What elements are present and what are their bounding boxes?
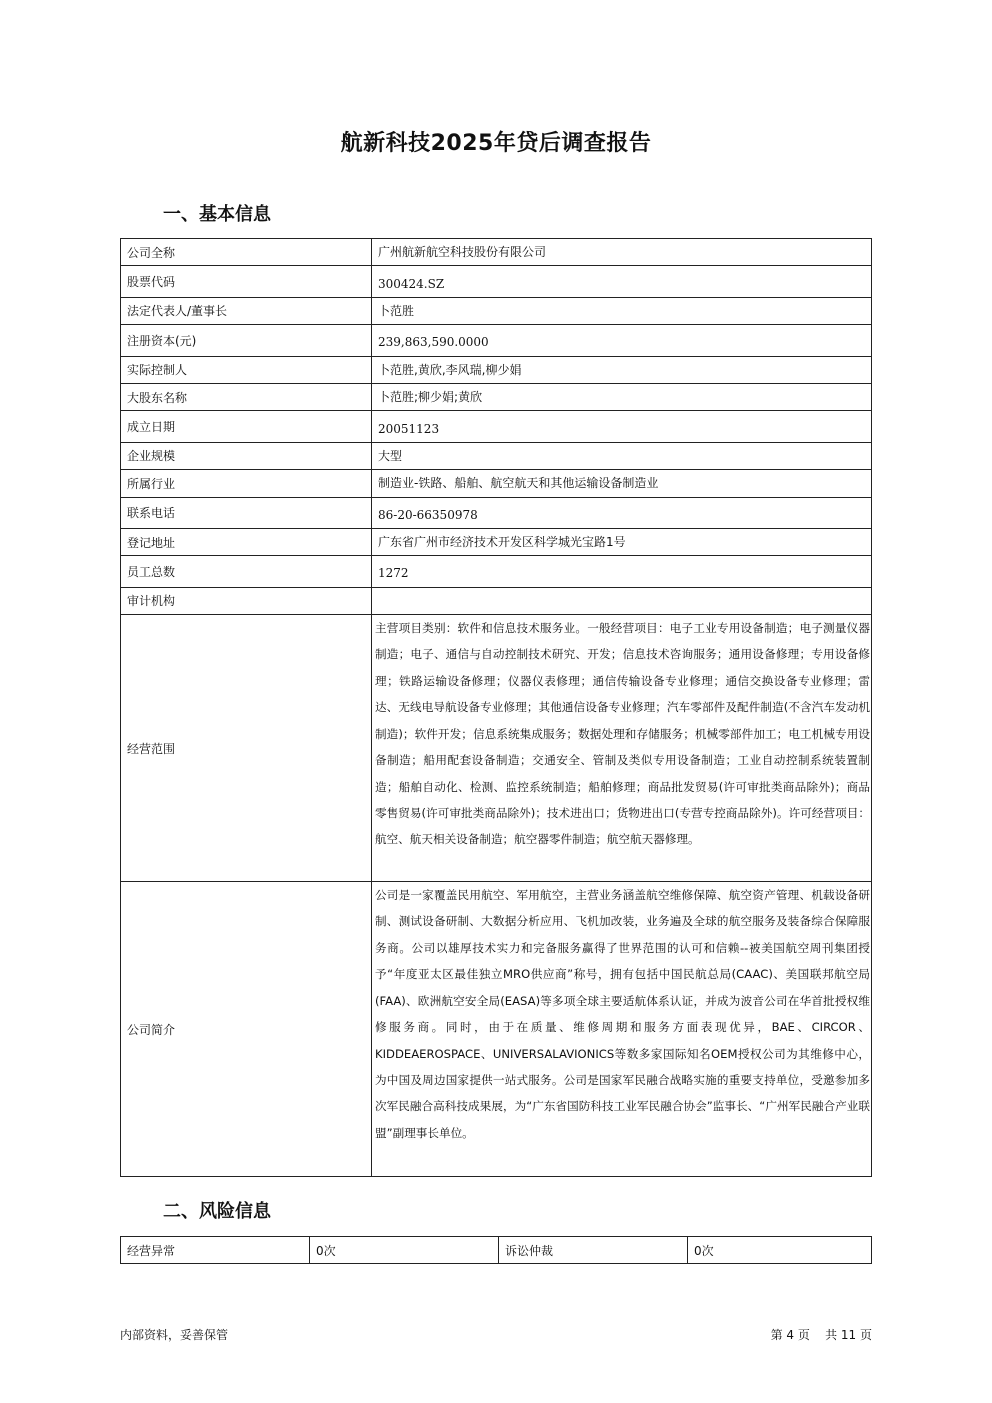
risk-info-table bbox=[120, 1236, 872, 1264]
litigation-label: 诉讼仲裁 bbox=[499, 1237, 688, 1264]
row-label: 大股东名称 bbox=[121, 383, 372, 410]
basic-info-table bbox=[120, 238, 872, 1177]
row-value: 20051123 bbox=[372, 411, 872, 442]
row-label: 员工总数 bbox=[121, 556, 372, 587]
row-label: 注册资本(元) bbox=[121, 325, 372, 356]
table-row bbox=[121, 239, 872, 266]
row-value: 广东省广州市经济技术开发区科学城光宝路1号 bbox=[372, 528, 872, 555]
table-row bbox=[121, 325, 872, 356]
table-row bbox=[121, 411, 872, 442]
table-row bbox=[121, 383, 872, 410]
row-value: 300424.SZ bbox=[372, 266, 872, 297]
business-scope-label: 经营范围 bbox=[121, 615, 372, 882]
table-row bbox=[121, 266, 872, 297]
row-value: 卜范胜 bbox=[372, 297, 872, 324]
row-label: 实际控制人 bbox=[121, 356, 372, 383]
row-label: 成立日期 bbox=[121, 411, 372, 442]
row-label: 联系电话 bbox=[121, 497, 372, 528]
table-row bbox=[121, 587, 872, 614]
row-value: 239,863,590.0000 bbox=[372, 325, 872, 356]
table-row bbox=[121, 1237, 872, 1264]
row-value: 广州航新航空科技股份有限公司 bbox=[372, 239, 872, 266]
row-label: 股票代码 bbox=[121, 266, 372, 297]
company-intro-text: 公司是一家覆盖民用航空、军用航空，主营业务涵盖航空维修保障、航空资产管理、机载设备研制、测试设备研制、大数据分析应用、飞机加改装，业务遍及全球的航空服务及装备综合保障服务商。公司以雄厚技术实力和完备服务赢得了世界范围的认可和信赖--被美国航空周刊集团授予“年度亚太区最佳独立MRO供应商”称号，拥有包括中国民航总局(CAAC)、美国联邦航空局(FAA)、欧洲航空安全局(EASA)等多项全球主要适航体系认证，并成为波音公司在华首批授权维修服务商。同时，由于在质量、维修周期和服务方面表现优异，BAE、CIRCOR、KIDDEAEROSPACE、UNIVERSALAVIONICS等数多家国际知名OEM授权公司为其维修中心，为中国及周边国家提供一站式服务。公司是国家军民融合战略实施的重要支持单位，受邀参加多次军民融合高科技成果展，为“广东省国防科技工业军民融合协会”监事长、“广州军民融合产业联盟”副理事长单位。 bbox=[372, 882, 872, 1177]
business-scope-row bbox=[121, 615, 872, 882]
table-row bbox=[121, 297, 872, 324]
row-label: 审计机构 bbox=[121, 587, 372, 614]
company-intro-label: 公司简介 bbox=[121, 882, 372, 1177]
row-value: 大型 bbox=[372, 442, 872, 469]
footer-confidential-note: 内部资料，妥善保管 bbox=[120, 1328, 229, 1342]
row-value bbox=[372, 587, 872, 614]
row-label: 法定代表人/董事长 bbox=[121, 297, 372, 324]
table-row bbox=[121, 556, 872, 587]
row-value: 制造业-铁路、船舶、航空航天和其他运输设备制造业 bbox=[372, 470, 872, 497]
row-label: 所属行业 bbox=[121, 470, 372, 497]
row-value: 1272 bbox=[372, 556, 872, 587]
section-basic-info-heading: 一、基本信息 bbox=[163, 204, 271, 225]
page-title: 航新科技2025年贷后调查报告 bbox=[340, 131, 652, 156]
table-row bbox=[121, 356, 872, 383]
table-row bbox=[121, 497, 872, 528]
table-row bbox=[121, 528, 872, 555]
row-value: 卜范胜,黄欣,李风瑞,柳少娟 bbox=[372, 356, 872, 383]
abnormal-operation-value: 0次 bbox=[310, 1237, 499, 1264]
business-scope-text: 主营项目类别：软件和信息技术服务业。一般经营项目：电子工业专用设备制造；电子测量仪器制造；电子、通信与自动控制技术研究、开发；信息技术咨询服务；通用设备修理；专用设备修理；铁路运输设备修理；仪器仪表修理；通信传输设备专业修理；通信交换设备专业修理；雷达、无线电导航设备专业修理；其他通信设备专业修理；汽车零部件及配件制造(不含汽车发动机制造)；软件开发；信息系统集成服务；数据处理和存储服务；机械零部件加工；电工机械专用设备制造；船用配套设备制造；交通安全、管制及类似专用设备制造；工业自动控制系统装置制造；船舶自动化、检测、监控系统制造；船舶修理；商品批发贸易(许可审批类商品除外)；商品零售贸易(许可审批类商品除外)；技术进出口；货物进出口(专营专控商品除外)。许可经营项目：航空、航天相关设备制造；航空器零件制造；航空航天器修理。 bbox=[372, 615, 872, 882]
table-row bbox=[121, 442, 872, 469]
section-risk-info-heading: 二、风险信息 bbox=[163, 1201, 271, 1222]
row-label: 企业规模 bbox=[121, 442, 372, 469]
row-label: 登记地址 bbox=[121, 528, 372, 555]
table-row bbox=[121, 470, 872, 497]
row-value: 卜范胜;柳少娟;黄欣 bbox=[372, 383, 872, 410]
row-value: 86-20-66350978 bbox=[372, 497, 872, 528]
footer-page-number: 第 4 页 共 11 页 bbox=[770, 1328, 872, 1342]
litigation-value: 0次 bbox=[688, 1237, 872, 1264]
company-intro-row bbox=[121, 882, 872, 1177]
abnormal-operation-label: 经营异常 bbox=[121, 1237, 310, 1264]
row-label: 公司全称 bbox=[121, 239, 372, 266]
